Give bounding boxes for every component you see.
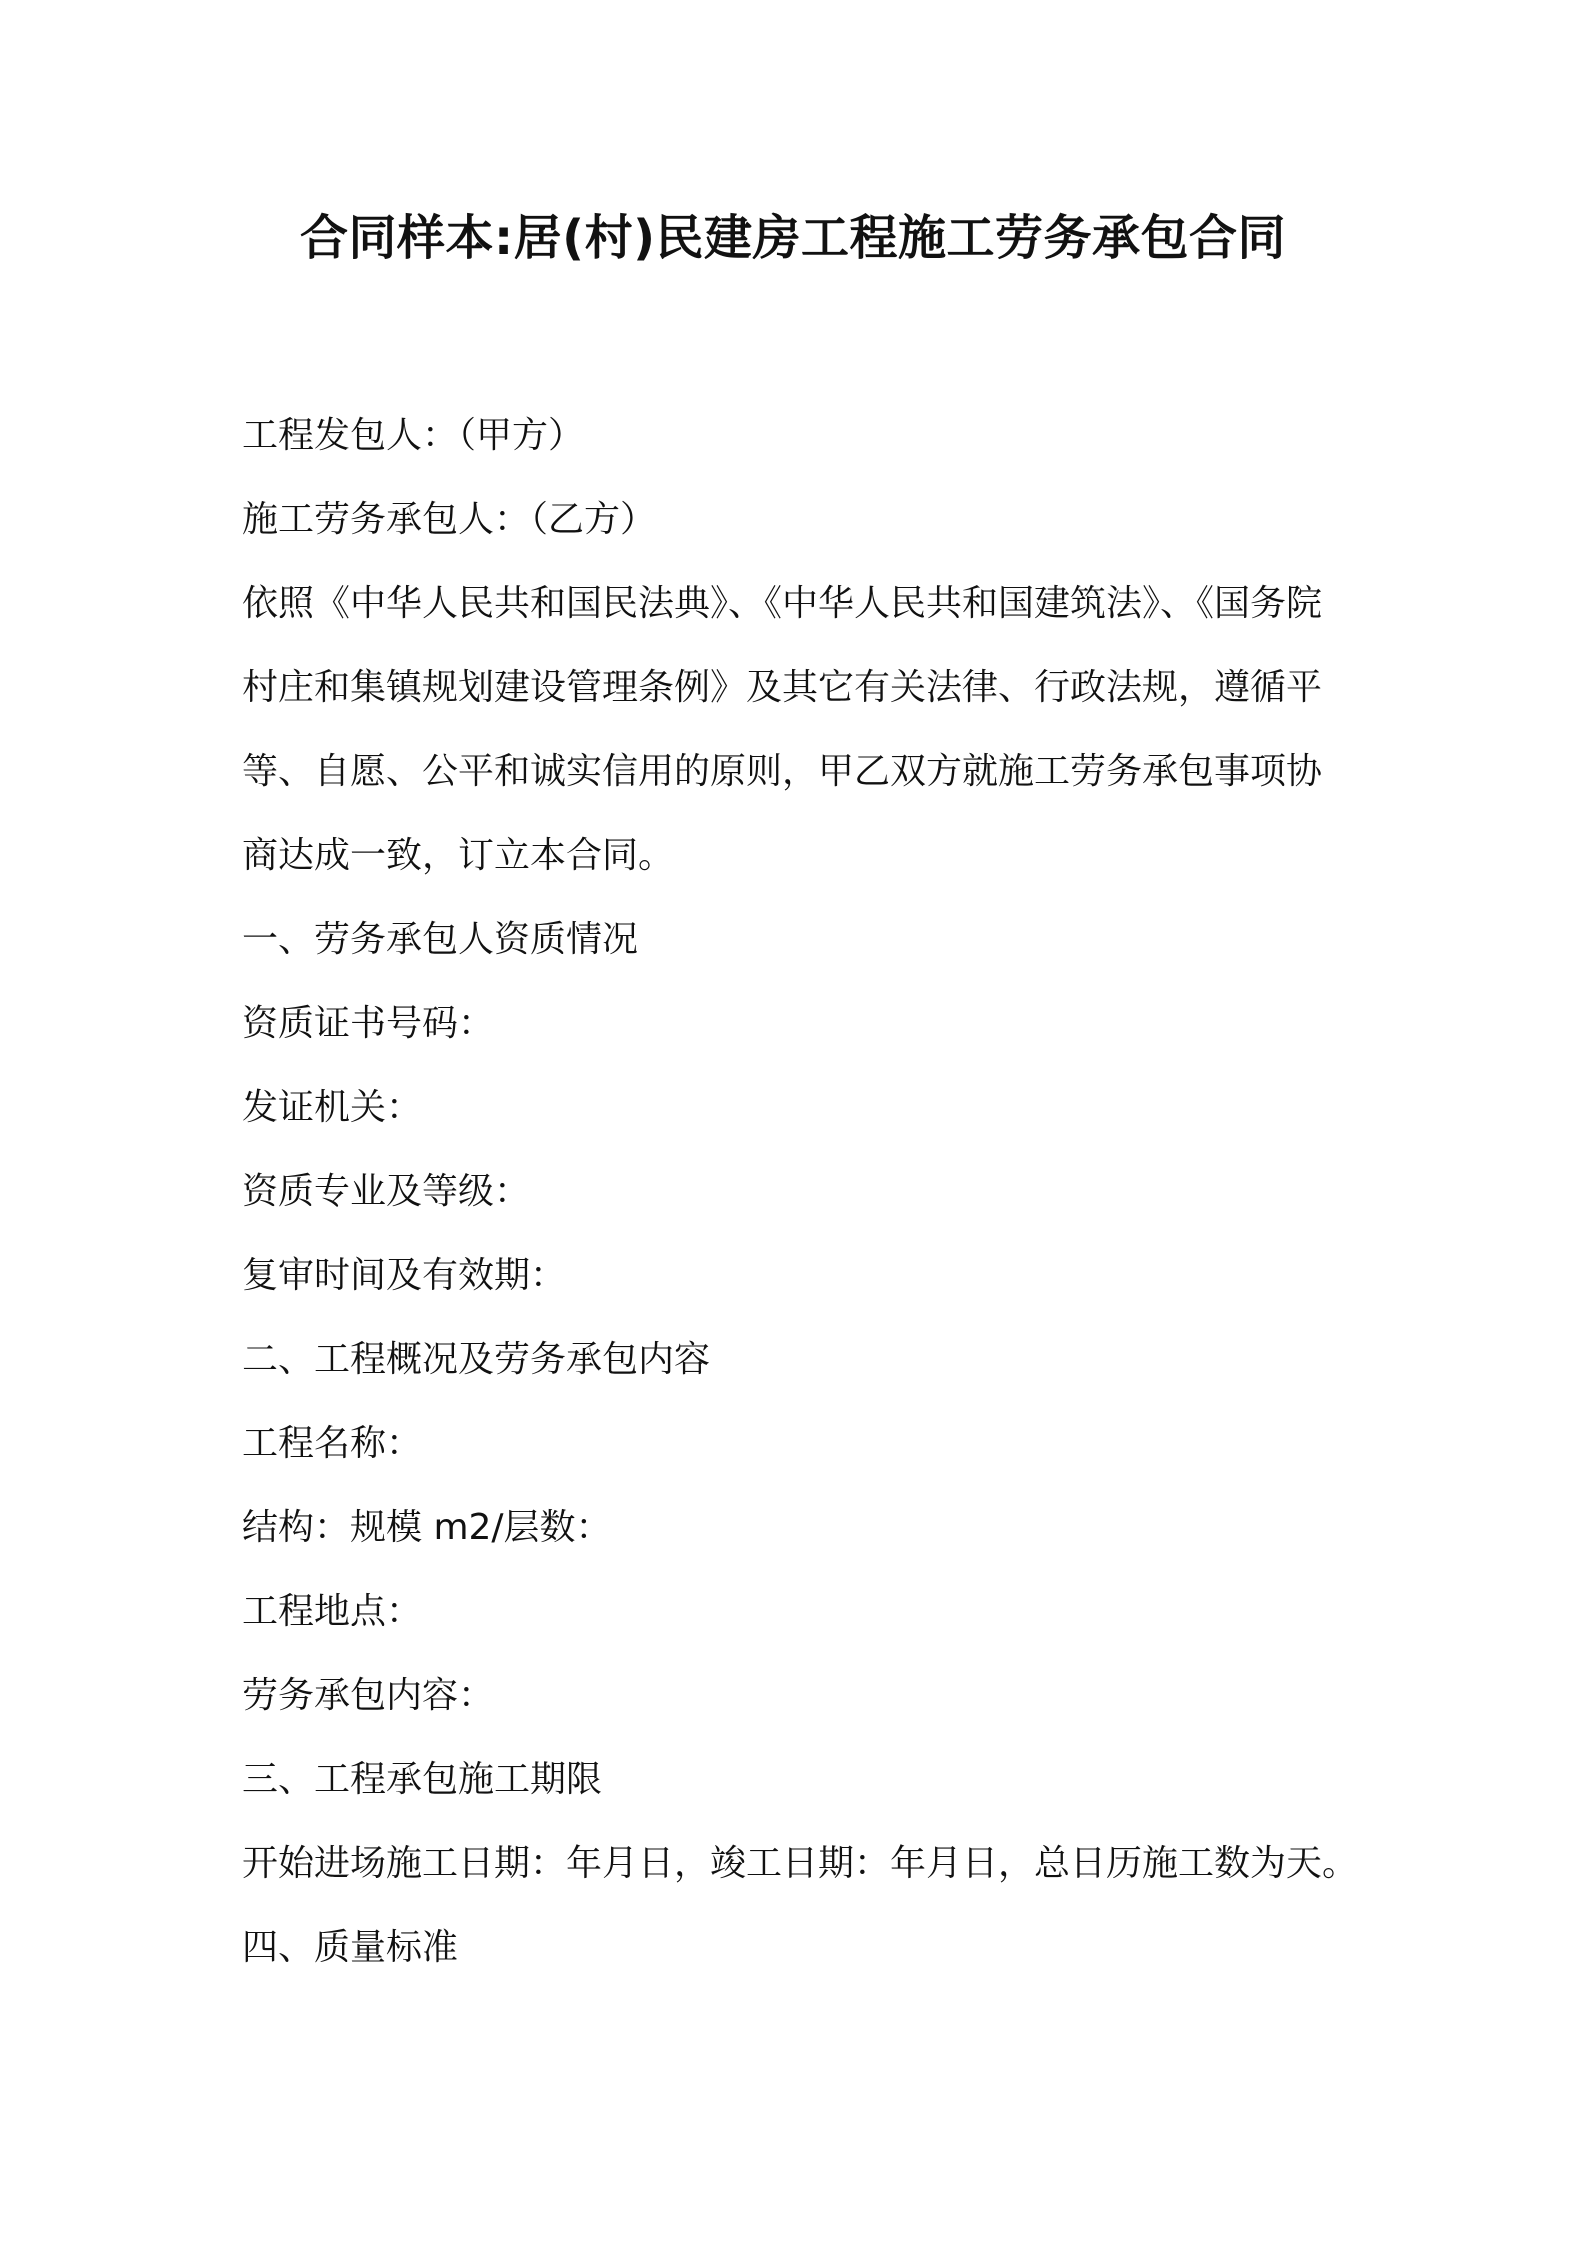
preamble-line-3: 等、自愿、公平和诚实信用的原则，甲乙双方就施工劳务承包事项协: [242, 751, 1323, 792]
section-4-heading: 四、质量标准: [242, 1927, 459, 1968]
labor-content-line: 劳务承包内容：: [242, 1675, 495, 1716]
qualification-grade-line: 资质专业及等级：: [242, 1171, 531, 1212]
document-title: 合同样本:居(村)民建房工程施工劳务承包合同: [299, 210, 1287, 266]
preamble-line-2: 村庄和集镇规划建设管理条例》及其它有关法律、行政法规，遵循平: [242, 667, 1323, 708]
structure-scale-line: 结构：规模 m2/层数：: [242, 1507, 612, 1548]
preamble-line-4: 商达成一致，订立本合同。: [242, 835, 675, 876]
party-b-line: 施工劳务承包人：（乙方）: [242, 499, 657, 540]
section-1-heading: 一、劳务承包人资质情况: [242, 919, 639, 960]
certificate-number-line: 资质证书号码：: [242, 1003, 495, 1044]
issuing-authority-line: 发证机关：: [242, 1087, 423, 1128]
preamble-line-1: 依照《中华人民共和国民法典》、《中华人民共和国建筑法》、《国务院: [242, 583, 1323, 624]
section-2-heading: 二、工程概况及劳务承包内容: [242, 1339, 711, 1380]
party-a-line: 工程发包人：（甲方）: [242, 415, 585, 456]
review-validity-line: 复审时间及有效期：: [242, 1255, 567, 1296]
project-location-line: 工程地点：: [242, 1591, 423, 1632]
schedule-dates-line: 开始进场施工日期：年月日，竣工日期：年月日，总日历施工数为天。: [242, 1843, 1359, 1884]
project-name-line: 工程名称：: [242, 1423, 423, 1464]
section-3-heading: 三、工程承包施工期限: [242, 1759, 603, 1800]
